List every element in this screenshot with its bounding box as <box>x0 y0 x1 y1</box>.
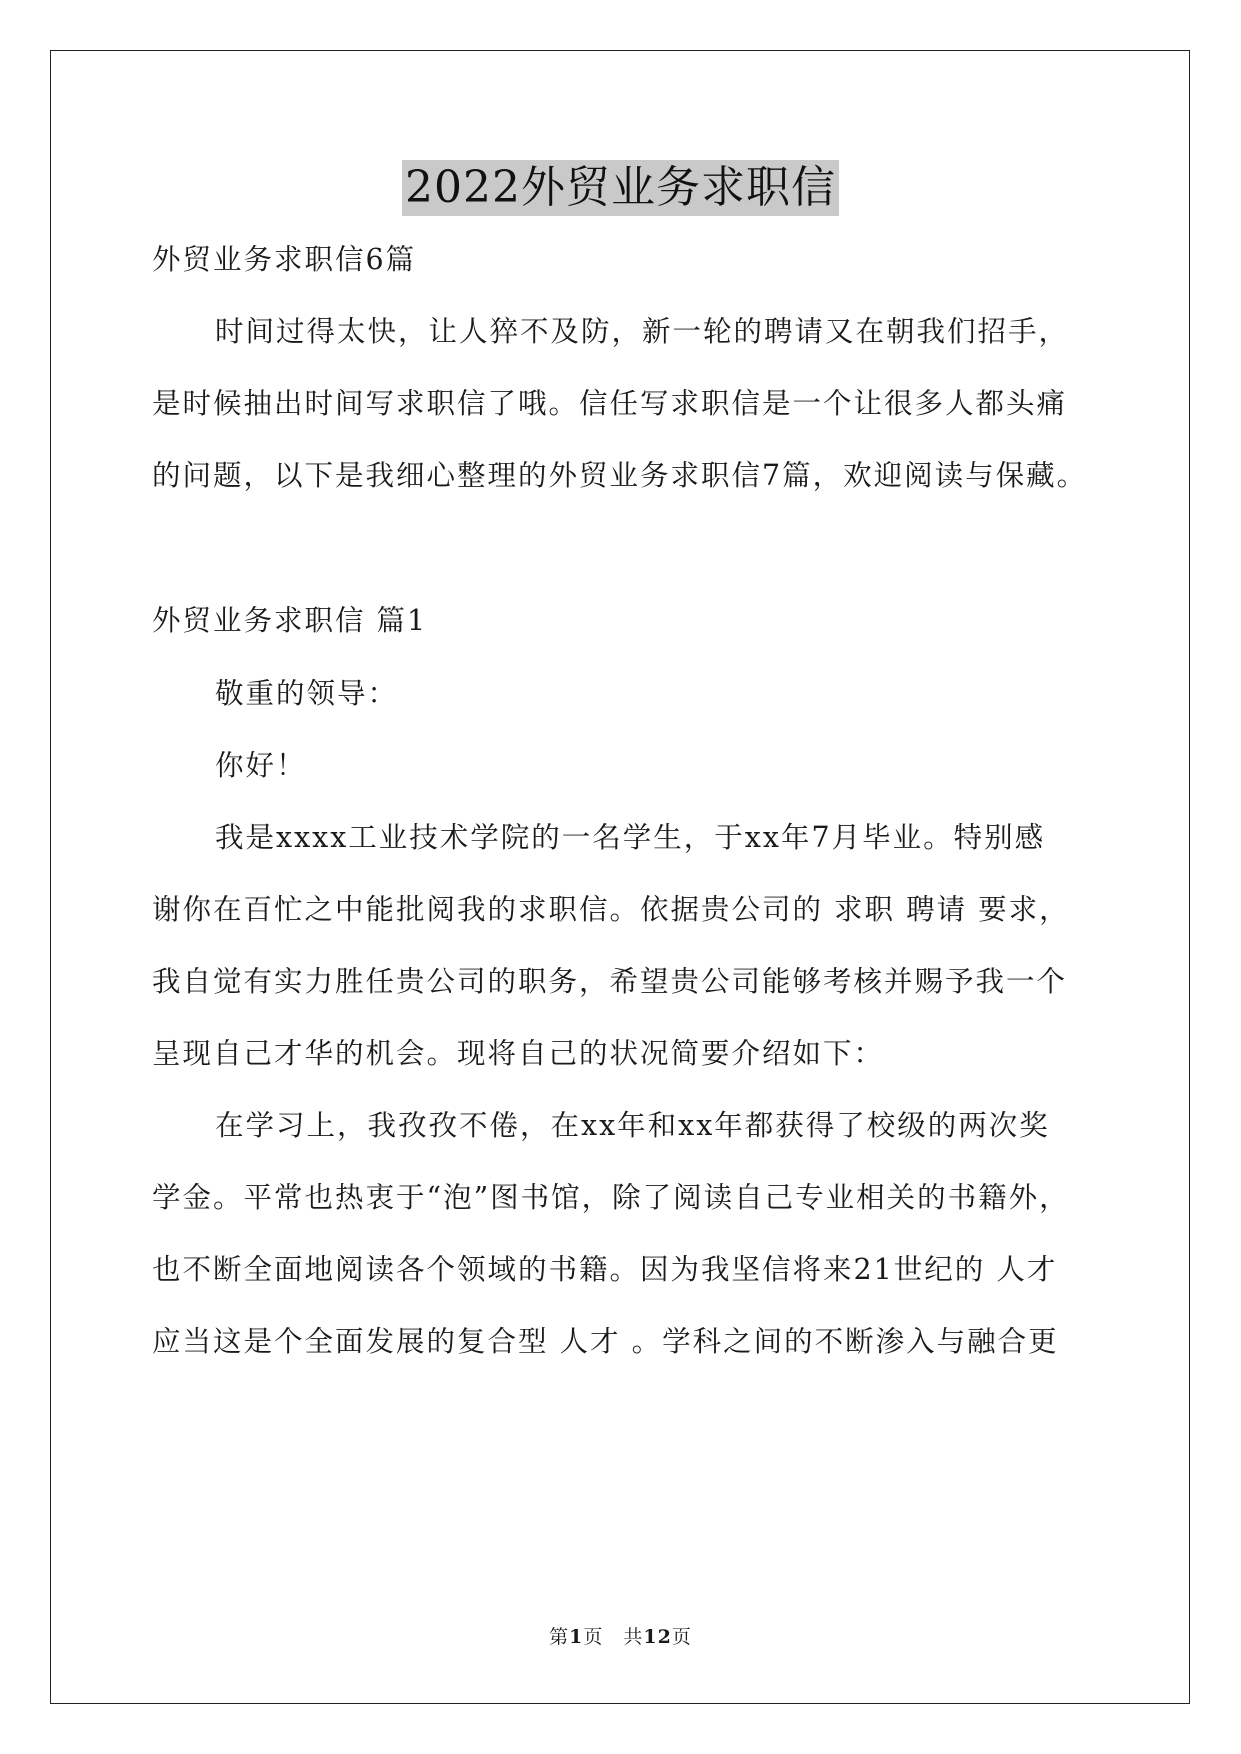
paragraph-line: 在学习上，我孜孜不倦，在xx年和xx年都获得了校级的两次奖 <box>215 1109 1050 1142</box>
page-current-number: 1 <box>569 1626 584 1648</box>
page-suffix: 页 <box>671 1626 692 1648</box>
page-total-number: 12 <box>643 1626 672 1648</box>
page-footer <box>0 1625 1241 1649</box>
paragraph-line: 呈现自己才华的机会。现将自己的状况简要介绍如下： <box>152 1037 885 1070</box>
subtitle-line: 外贸业务求职信6篇 <box>152 243 417 276</box>
title-container <box>0 160 1241 216</box>
paragraph-line: 的问题，以下是我细心整理的外贸业务求职信7篇，欢迎阅读与保藏。 <box>152 459 1088 492</box>
paragraph-line: 谢你在百忙之中能批阅我的求职信。依据贵公司的 求职 聘请 要求， <box>152 893 1070 926</box>
paragraph-line: 我是xxxx工业技术学院的一名学生，于xx年7月毕业。特别感 <box>215 821 1046 854</box>
paragraph-line: 是时候抽出时间写求职信了哦。信任写求职信是一个让很多人都头痛 <box>152 387 1068 420</box>
greeting-line: 你好！ <box>215 749 307 782</box>
page-prefix: 第 <box>549 1626 570 1648</box>
page-border <box>50 50 1190 1704</box>
section-heading: 外贸业务求职信 篇1 <box>152 604 428 637</box>
salutation-line: 敬重的领导： <box>215 677 399 710</box>
paragraph-line: 我自觉有实力胜任贵公司的职务，希望贵公司能够考核并赐予我一个 <box>152 965 1068 998</box>
page-mid: 页 共 <box>583 1626 644 1648</box>
paragraph-line: 学金。平常也热衷于“泡”图书馆，除了阅读自己专业相关的书籍外， <box>152 1181 1070 1214</box>
paragraph-line: 也不断全面地阅读各个领域的书籍。因为我坚信将来21世纪的 人才 <box>152 1253 1058 1286</box>
document-title: 2022外贸业务求职信 <box>402 160 839 216</box>
paragraph-line: 时间过得太快，让人猝不及防，新一轮的聘请又在朝我们招手， <box>215 315 1070 348</box>
paragraph-line: 应当这是个全面发展的复合型 人才 。学科之间的不断渗入与融合更 <box>152 1325 1059 1358</box>
